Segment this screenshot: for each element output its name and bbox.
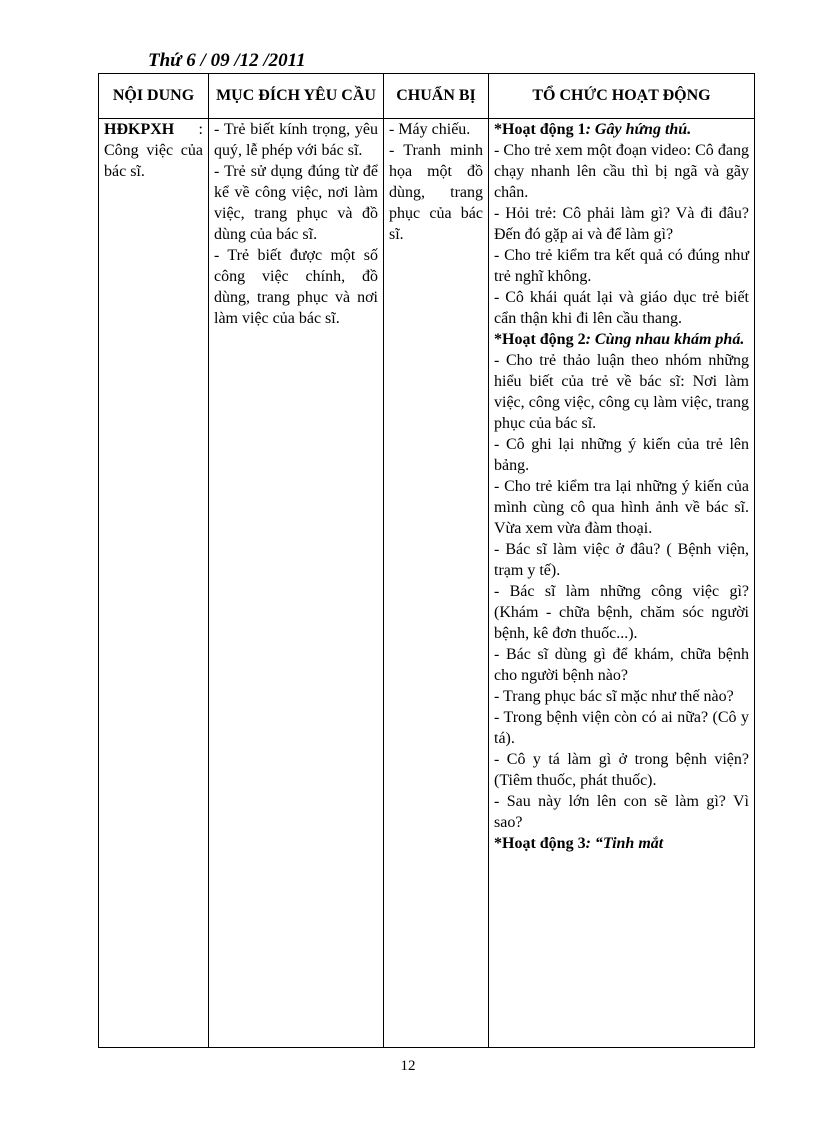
activity-3-label: *Hoạt động 3	[494, 835, 586, 852]
preparation-cell	[384, 119, 489, 1048]
activity-1-item: - Hỏi trẻ: Cô phải làm gì? Và đi đâu? Đến đó gặp ai và để làm gì?	[494, 205, 749, 243]
header-content: NỘI DUNG	[99, 74, 209, 119]
objectives-cell	[209, 119, 384, 1048]
header-objective: MỤC ĐÍCH YÊU CẦU	[209, 74, 384, 119]
activity-3-title: : “Tinh mắt	[585, 835, 664, 852]
activity-2-item: - Bác sĩ làm việc ở đâu? ( Bệnh viện, trạm y tế).	[494, 541, 749, 579]
activity-2-item: - Bác sĩ làm những công việc gì? (Khám - chữa bệnh, chăm sóc người bệnh, kê đơn thuốc...).	[494, 583, 749, 642]
content-code: HĐKPXH	[104, 121, 175, 138]
objective-item: - Trẻ biết được một số công việc chính, đồ dùng, trang phục và nơi làm việc của bác sĩ.	[214, 247, 378, 327]
lesson-plan-table	[98, 73, 755, 1048]
activity-2-item: - Trong bệnh viện còn có ai nữa? (Cô y tá).	[494, 709, 749, 747]
activity-1-title: : Gây hứng thú.	[585, 121, 692, 138]
activity-2-item: - Cho trẻ kiểm tra lại những ý kiến của mình cùng cô qua hình ảnh về bác sĩ. Vừa xem vừa đàm thoại.	[494, 478, 749, 537]
activity-2-item: - Cô ghi lại những ý kiến của trẻ lên bảng.	[494, 436, 749, 474]
activity-2-item: - Trang phục bác sĩ mặc như thế nào?	[494, 688, 734, 705]
activity-1-label: *Hoạt động 1	[494, 121, 586, 138]
activity-2-title: : Cùng nhau khám phá.	[585, 331, 745, 348]
activity-2-item: - Sau này lớn lên con sẽ làm gì? Vì sao?	[494, 793, 749, 831]
content-text: Công việc của bác sĩ.	[104, 142, 203, 180]
header-activities: TỔ CHỨC HOẠT ĐỘNG	[489, 74, 755, 119]
content-sep: :	[174, 121, 203, 138]
content-cell	[99, 119, 209, 1048]
activity-2-heading	[494, 329, 749, 350]
activity-1-heading	[494, 119, 749, 140]
objective-item: - Trẻ sử dụng đúng từ để kể về công việc, nơi làm việc, trang phục và đồ dùng của bác sĩ.	[214, 163, 378, 243]
activity-3-heading	[494, 833, 749, 854]
header-preparation: CHUẨN BỊ	[384, 74, 489, 119]
activities-cell	[489, 119, 755, 1048]
activity-2-item: - Cô y tá làm gì ở trong bệnh viện? (Tiêm thuốc, phát thuốc).	[494, 751, 749, 789]
lesson-date: Thứ 6 / 09 /12 /2011	[148, 50, 306, 71]
preparation-item: - Máy chiếu.	[389, 121, 471, 138]
activity-1-item: - Cho trẻ xem một đoạn video: Cô đang chạy nhanh lên cầu thì bị ngã và gãy chân.	[494, 142, 749, 201]
header-row	[99, 74, 755, 119]
preparation-item: - Tranh minh họa một đồ dùng, trang phục của bác sĩ.	[389, 142, 483, 243]
activity-2-item: - Cho trẻ thảo luận theo nhóm những hiểu biết của trẻ về bác sĩ: Nơi làm việc, công việc, công cụ làm việc, trang phục của bác sĩ.	[494, 352, 749, 432]
content-row	[99, 119, 755, 1048]
activity-1-item: - Cô khái quát lại và giáo dục trẻ biết cẩn thận khi đi lên cầu thang.	[494, 289, 749, 327]
page-number: 12	[400, 1058, 416, 1074]
objective-item: - Trẻ biết kính trọng, yêu quý, lễ phép với bác sĩ.	[214, 121, 378, 159]
activity-2-label: *Hoạt động 2	[494, 331, 586, 348]
activity-2-item: - Bác sĩ dùng gì để khám, chữa bệnh cho người bệnh nào?	[494, 646, 749, 684]
activity-1-item: - Cho trẻ kiểm tra kết quả có đúng như trẻ nghĩ không.	[494, 247, 749, 285]
